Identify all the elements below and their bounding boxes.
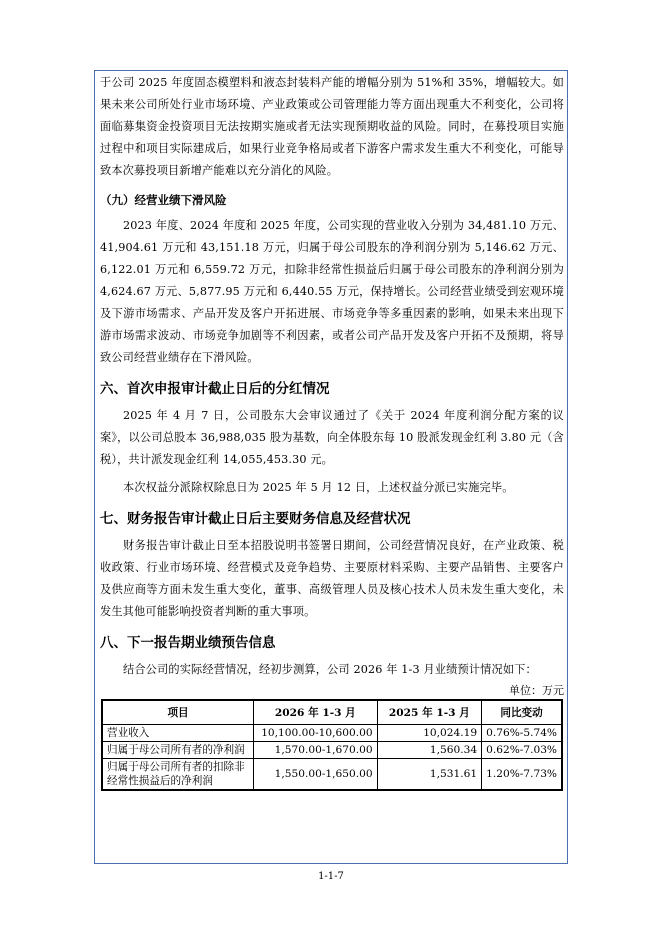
section-6-heading: 六、首次申报审计截止日后的分红情况 bbox=[100, 381, 330, 397]
table-row bbox=[102, 759, 562, 791]
section-9-paragraph: 2023 年度、2024 年度和 2025 年度，公司实现的营业收入分别为 34,481.10 万元、41,904.61 万元和 43,151.18 万元，归属于母公司股东的净利润分别为 5,146.62 万元、6,122.01 万元和 6,559.72 万元，扣除非经常性损益后归属于母公司股东的净利润分别为 4,624.67 万元、5,877.95 万元和 6,440.55 万元，保持增长。公司经营业绩受到宏观环境及下游市场需求、产品开发及客户开拓进展、市场竞争等多重因素的影响，如果未来出现下游市场需求波动、市场竞争加剧等不利因素，或者公司产品开发及客户开拓不及预期，将导致公司经营业绩存在下滑风险。 bbox=[100, 219, 564, 364]
header-prior: 2025 年 1-3 月 bbox=[377, 700, 482, 725]
row-item: 归属于母公司所有者的扣除非经常性损益后的净利润 bbox=[102, 759, 254, 791]
section-6-paragraph-1: 2025 年 4 月 7 日，公司股东大会审议通过了《关于 2024 年度利润分配方案的议案》，以公司总股本 36,988,035 股为基数，向全体股东每 10 股派发现金红利 3.80 元（含税），共计派发现金红利 14,055,453.30 元。 bbox=[100, 409, 564, 466]
section-6-paragraph-2: 本次权益分派除权除息日为 2025 年 5 月 12 日，上述权益分派已实施完毕。 bbox=[123, 481, 514, 494]
row-forecast: 10,100.00-10,600.00 bbox=[254, 725, 378, 742]
row-change: 0.76%-5.74% bbox=[482, 725, 562, 742]
section-8-heading: 八、下一报告期业绩预告信息 bbox=[100, 635, 276, 651]
section-8-paragraph: 结合公司的实际经营情况，经初步测算，公司 2026 年 1-3 月业绩预计情况如下： bbox=[123, 663, 537, 676]
row-change: 0.62%-7.03% bbox=[482, 742, 562, 759]
row-forecast: 1,570.00-1,670.00 bbox=[254, 742, 378, 759]
header-forecast: 2026 年 1-3 月 bbox=[254, 700, 378, 725]
row-item: 归属于母公司所有者的净利润 bbox=[102, 742, 254, 759]
section-7-paragraph: 财务报告审计截止日至本招股说明书签署日期间，公司经营情况良好，在产业政策、税收政策、行业市场环境、经营模式及竞争趋势、主要原材料采购、主要产品销售、主要客户及供应商等方面未发生重大变化，董事、高级管理人员及核心技术人员未发生重大变化，未发生其他可能影响投资者判断的重大事项。 bbox=[100, 539, 564, 618]
row-prior: 1,531.61 bbox=[377, 759, 482, 791]
table-row bbox=[102, 742, 562, 759]
row-change: 1.20%-7.73% bbox=[482, 759, 562, 791]
unit-label: 单位：万元 bbox=[509, 684, 564, 697]
row-prior: 10,024.19 bbox=[377, 725, 482, 742]
continued-paragraph: 于公司 2025 年度固态模塑料和液态封装料产能的增幅分别为 51%和 35%，增幅较大。如果未来公司所处行业市场环境、产业政策或公司管理能力等方面出现重大不利变化，公司将面临募集资金投资项目无法按期实施或者无法实现预期收益的风险。同时，在募投项目实施过程中和项目实际建成后，如果行业竞争格局或者下游客户需求发生重大不利变化，可能导致本次募投项目新增产能难以充分消化的风险。 bbox=[100, 76, 564, 177]
header-item: 项目 bbox=[102, 700, 254, 725]
table-header-row bbox=[102, 700, 562, 725]
section-7-heading: 七、财务报告审计截止日后主要财务信息及经营状况 bbox=[100, 511, 411, 527]
row-item: 营业收入 bbox=[102, 725, 254, 742]
row-prior: 1,560.34 bbox=[377, 742, 482, 759]
row-forecast: 1,550.00-1,650.00 bbox=[254, 759, 378, 791]
forecast-table bbox=[101, 699, 563, 791]
section-9-heading: （九）经营业绩下滑风险 bbox=[100, 193, 227, 207]
header-change: 同比变动 bbox=[482, 700, 562, 725]
table-row bbox=[102, 725, 562, 742]
page-number: 1-1-7 bbox=[318, 871, 344, 882]
document-body bbox=[100, 72, 564, 791]
